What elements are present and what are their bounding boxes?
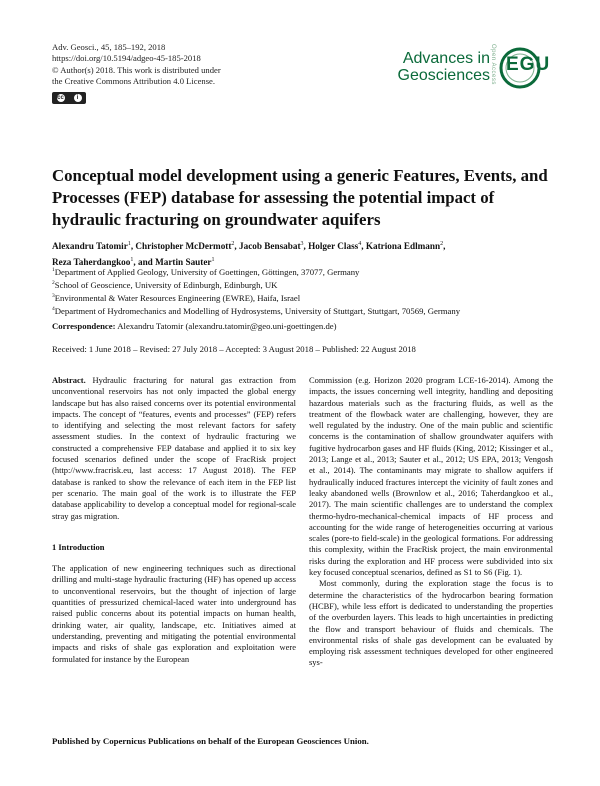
correspondence-label: Correspondence:	[52, 321, 116, 331]
journal-name: Advances in Geosciences	[397, 50, 490, 84]
abstract	[52, 375, 296, 522]
affiliation: $^4$Department of Hydromechanics and Modelling of Hydrosystems, University of Stuttgart, Stuttgart, 70569, Germany	[52, 306, 461, 317]
body-paragraph: Commission (e.g. Horizon 2020 program LCE-16-2014). Among the impacts, the issues concerning well integrity, handling and depositing hazardous materials such as the fracturing fluids, as well as the treatment of the flowback water are challenging, however, they are well regulated by the industry. One of the main public and scientific concerns is the contamination of shallow groundwater aquifers with fugitive hydrocarbon gases and HF fluids (King, 2012; Kissinger et al., 2013; Lange et al., 2013; Sauter et al., 2012; US EPA, 2013; Vengosh et al., 2014). The contaminants may migrate to shallow aquifers if hydraulically induced fractures intercept the vicinity of fault zones and leaky abandoned wells (Brownlow et al., 2016; Taherdangkoo et al., 2017). The main scientific challenges are to understand the complex thermo-hydro-mechanical-chemical impacts of HF process and accounting for the wide range of heterogeneities occurring at various scales (pore-to field-scale) in the geological formations. For addressing this complexity, within the FracRisk project, the main environmental risks during the exploration and HF process were subdivided into six key focused conceptual scenarios, defined as S1 to S6 (Fig. 1).	[309, 375, 553, 578]
author: Katriona Edlmann$^2$,	[365, 241, 446, 252]
paper-title: Conceptual model development using a generic Features, Events, and Processes (FEP) database for assessing the potential impact of hydraulic fracturing on groundwater aquifers	[52, 166, 548, 229]
body-paragraph: Most commonly, during the exploration stage the focus is to determine the characteristics of the hydrocarbon bearing formation (HCBF), while less effort is dedicated to understanding the properties of the overburden layers. This leads to high uncertainties in predicting the flow and transport behaviour of fluids and chemicals. The environmental risks of shale gas development can be evaluated by employing risk assessment techniques developed for other engineered sys-	[309, 578, 553, 668]
author: Martin Sauter$^1$	[155, 257, 215, 268]
author: Jacob Bensabat$^3$,	[239, 241, 309, 252]
left-column	[52, 375, 296, 665]
author: Christopher McDermott$^2$,	[135, 241, 240, 252]
license-notice: the Creative Commons Attribution 4.0 License.	[52, 76, 216, 87]
author: Alexandru Tatomir$^1$,	[52, 241, 136, 252]
affiliation: $^1$Department of Applied Geology, University of Goettingen, Göttingen, 37077, Germany	[52, 266, 360, 277]
attribution-icon: i	[74, 94, 82, 102]
copyright-notice: © Author(s) 2018. This work is distributed under	[52, 64, 221, 75]
abstract-label: Abstract.	[52, 375, 86, 385]
publication-dates: Received: 1 June 2018 – Revised: 27 July 2018 – Accepted: 3 August 2018 – Published: 22 August 2018	[52, 344, 416, 354]
journal-logo	[386, 36, 556, 96]
right-column	[309, 375, 553, 669]
egu-logo-text: EGU	[506, 54, 551, 75]
publisher-footer: Published by Copernicus Publications on behalf of the European Geosciences Union.	[52, 736, 369, 746]
correspondence-contact[interactable]: Alexandru Tatomir (alexandru.tatomir@geo.uni-goettingen.de)	[117, 321, 337, 331]
affiliation: $^3$Environmental & Water Resources Engineering (EWRE), Haifa, Israel	[52, 293, 301, 304]
correspondence	[52, 321, 337, 331]
section-heading-introduction: 1 Introduction	[52, 541, 105, 552]
intro-paragraph: The application of new engineering techniques such as directional drilling and multi-stage hydraulic fracturing (HF) has opened up access to unconventional reservoirs, but the thought of injection of large quantities of pressurized chemical-laced water into underground has raised public concerns about its potential impacts on human health, drinking water, air quality, landscape, etc. Initiatives aimed at understanding, preventing and mitigating the potential environmental impacts and risks of shale gas exploration and exploitation were formulated for instance by the European	[52, 563, 296, 664]
open-access-label: Open Access	[490, 44, 496, 85]
cc-icon: cc	[57, 95, 64, 101]
affiliation-list	[52, 265, 552, 317]
citation-block	[52, 42, 221, 88]
journal-citation: Adv. Geosci., 45, 185–192, 2018	[52, 42, 166, 52]
doi-link[interactable]: https://doi.org/10.5194/adgeo-45-185-2018	[52, 53, 201, 64]
abstract-text: Hydraulic fracturing for natural gas extraction from unconventional reservoirs has not only impacted the global energy landscape but has also raised concerns over its potential environmental impacts. The concept of “features, events and processes” (FEP) refers to identifying and selecting the most relevant factors for safety assessment studies. In the context of hydraulic fracturing we constructed a comprehensive FEP database and applied it to six key focused scenarios defined under the scope of FracRisk project (http://www.fracrisk.eu, last access: 17 August 2018). The FEP database is ranked to show the relevance of each item in the FEP list per scenario. The main goal of the work is to illustrate the FEP database applicability to develop a conceptual model for regional-scale stray gas migration.	[52, 375, 296, 521]
author: Holger Class$^4$,	[308, 241, 366, 252]
cc-by-license-badge[interactable]	[52, 92, 86, 104]
author: Reza Taherdangkoo$^1$, and	[52, 257, 156, 268]
affiliation: $^2$School of Geoscience, University of Edinburgh, Edinburgh, UK	[52, 279, 278, 290]
